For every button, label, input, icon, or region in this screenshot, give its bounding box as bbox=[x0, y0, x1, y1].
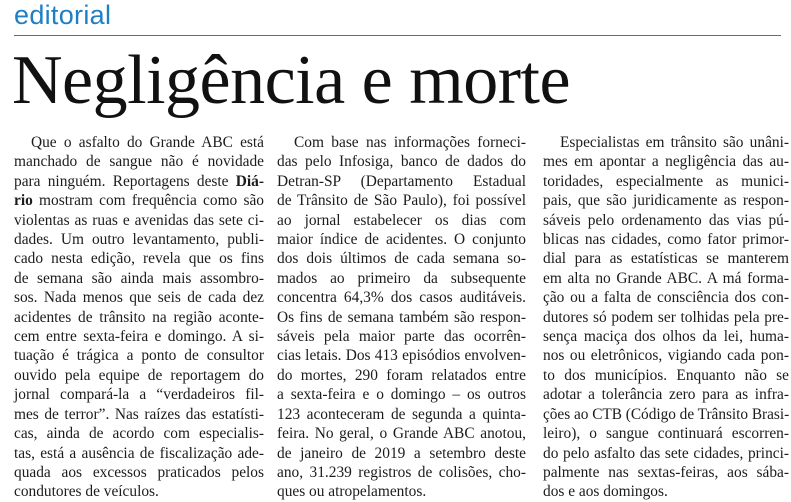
line-text: das pelo Infosiga, banco de dados do bbox=[277, 153, 526, 171]
text-line bbox=[277, 152, 526, 171]
text-line bbox=[543, 269, 789, 288]
text-line bbox=[277, 172, 526, 191]
text-line bbox=[277, 463, 526, 482]
line-text: a sexta-feira e o domingo – os outros bbox=[277, 386, 526, 404]
line-text: para ninguém. Reportagens deste bbox=[14, 172, 236, 190]
text-line bbox=[14, 327, 264, 346]
line-text: concentra 64,3% dos casos auditáveis. bbox=[277, 289, 526, 307]
line-text: em alta no Grande ABC. A má forma- bbox=[543, 269, 789, 287]
text-line bbox=[277, 269, 526, 288]
line-text: sos. Nada menos que seis de cada dez bbox=[14, 289, 264, 307]
text-line bbox=[14, 444, 264, 463]
text-line bbox=[14, 269, 264, 288]
text-line bbox=[543, 463, 789, 482]
text-line bbox=[543, 152, 789, 171]
line-text: ques ou atropelamentos. bbox=[277, 483, 427, 501]
line-text: de janeiro de 2019 a setembro deste bbox=[277, 444, 526, 462]
section-label: editorial bbox=[14, 0, 112, 30]
line-text: quada aos excessos praticados pelos bbox=[14, 463, 264, 481]
line-text: do pelo asfalto das sete cidades, princi- bbox=[543, 444, 789, 462]
text-line bbox=[543, 482, 789, 501]
text-line bbox=[277, 288, 526, 307]
text-line bbox=[543, 444, 789, 463]
text-line bbox=[543, 288, 789, 307]
line-text: Que o asfalto do Grande ABC está bbox=[31, 134, 264, 151]
text-line bbox=[543, 327, 789, 346]
text-line bbox=[277, 308, 526, 327]
text-line bbox=[543, 191, 789, 210]
line-text: de Trânsito de São Paulo), foi possível bbox=[277, 192, 526, 210]
line-text: manchado de sangue não é novidade bbox=[14, 153, 264, 171]
article-column-1 bbox=[14, 133, 264, 502]
text-line bbox=[14, 191, 264, 210]
article-column-3 bbox=[543, 133, 789, 502]
text-line bbox=[14, 424, 264, 443]
text-line bbox=[277, 444, 526, 463]
text-line bbox=[543, 230, 789, 249]
text-line bbox=[14, 385, 264, 404]
text-line bbox=[543, 346, 789, 365]
line-text: jornal compará-la a “verdadeiros fil- bbox=[14, 386, 264, 404]
text-line bbox=[14, 288, 264, 307]
text-line bbox=[277, 211, 526, 230]
line-text: dial para as estatísticas se manterem bbox=[543, 250, 789, 268]
text-line bbox=[277, 482, 526, 501]
text-line bbox=[543, 172, 789, 191]
text-line bbox=[14, 405, 264, 424]
text-line bbox=[14, 249, 264, 268]
text-line bbox=[543, 405, 789, 424]
line-text: condutores de veículos. bbox=[14, 483, 159, 501]
text-line bbox=[14, 308, 264, 327]
text-line bbox=[277, 405, 526, 424]
text-line bbox=[277, 366, 526, 385]
text-line bbox=[543, 366, 789, 385]
line-text: ouvido pela equipe de reportagem do bbox=[14, 366, 264, 384]
line-text: dos e aos domingos. bbox=[543, 483, 668, 501]
text-line bbox=[14, 133, 264, 152]
text-line bbox=[277, 327, 526, 346]
article-body bbox=[0, 133, 791, 501]
text-line bbox=[14, 211, 264, 230]
article-column-2 bbox=[277, 133, 526, 502]
line-text: dos dois últimos de cada semana so- bbox=[277, 250, 526, 268]
line-text: sença maciça dos olhos da lei, huma- bbox=[543, 328, 789, 346]
text-line bbox=[14, 230, 264, 249]
text-line bbox=[14, 172, 264, 191]
line-text: cas, ainda de acordo com especialis- bbox=[14, 425, 264, 443]
text-line bbox=[277, 191, 526, 210]
line-text: cias letais. Dos 413 episódios envolven- bbox=[277, 347, 526, 365]
line-text: de semana são ainda mais assombro- bbox=[14, 269, 264, 287]
line-text: Com base nas informações forneci- bbox=[294, 134, 526, 151]
text-line bbox=[277, 385, 526, 404]
text-line bbox=[14, 152, 264, 171]
line-text: ao jornal estabelecer os dias com bbox=[277, 211, 526, 229]
line-text: adotar a tolerância zero para as infra- bbox=[543, 386, 789, 404]
line-text: maior índice de acidentes. O conjunto bbox=[277, 231, 526, 249]
line-text: Especialistas em trânsito são unâni- bbox=[560, 134, 789, 151]
text-line bbox=[543, 249, 789, 268]
line-text: mes de terror”. Nas raízes das estatísti- bbox=[14, 405, 264, 423]
bold-text: Diá- bbox=[235, 172, 264, 190]
line-text: dutores só podem ser tolhidas pela pre- bbox=[543, 308, 789, 326]
line-text: tas, está a ausência de fiscalização ade- bbox=[14, 444, 264, 462]
line-text: cem entre sexta-feira e domingo. A si- bbox=[14, 328, 264, 346]
text-line bbox=[14, 366, 264, 385]
line-text: sáveis pelo ordenamento das vias pú- bbox=[543, 211, 789, 229]
line-text: do mortes, 290 foram relatados entre bbox=[277, 366, 526, 384]
line-text: mes em apontar a negligência das au- bbox=[543, 153, 789, 171]
line-text: feira. No geral, o Grande ABC anotou, bbox=[277, 425, 526, 443]
text-line bbox=[277, 346, 526, 365]
line-text: to dos municípios. Enquanto não se bbox=[543, 366, 789, 384]
text-line bbox=[543, 133, 789, 152]
text-line bbox=[543, 385, 789, 404]
line-text: sáveis pela maior parte das ocorrên- bbox=[277, 328, 526, 346]
text-line bbox=[543, 308, 789, 327]
bold-text: rio bbox=[14, 192, 33, 210]
line-text: ano, 31.239 registros de colisões, cho- bbox=[277, 463, 526, 481]
line-text: nos ou eletrônicos, vigiando cada pon- bbox=[543, 347, 789, 365]
headline: Negligência e morte bbox=[12, 42, 571, 119]
text-line bbox=[277, 230, 526, 249]
line-text: mostram com frequência como são bbox=[32, 192, 264, 210]
line-text: ções ao CTB (Código de Trânsito Brasi- bbox=[543, 405, 790, 423]
line-text: leiro), o sangue continuará escorren- bbox=[543, 425, 789, 443]
text-line bbox=[14, 482, 264, 501]
text-line bbox=[277, 249, 526, 268]
line-text: 123 aconteceram de segunda a quinta- bbox=[277, 405, 526, 423]
text-line bbox=[277, 133, 526, 152]
text-line bbox=[14, 346, 264, 365]
line-text: ção ou a falta de consciência dos con- bbox=[543, 289, 789, 307]
line-text: acidentes de trânsito na região aconte- bbox=[14, 308, 264, 326]
line-text: toridades, especialmente as munici- bbox=[543, 172, 789, 190]
text-line bbox=[277, 424, 526, 443]
line-text: palmente nas sextas-feiras, aos sába- bbox=[543, 463, 789, 481]
text-line bbox=[14, 463, 264, 482]
line-text: mados ao primeiro da subsequente bbox=[277, 269, 526, 287]
line-text: Detran-SP (Departamento Estadual bbox=[277, 172, 526, 190]
line-text: blicas nas cidades, como fator primor- bbox=[543, 231, 789, 249]
line-text: Os fins de semana também são respon- bbox=[277, 308, 526, 326]
section-divider bbox=[14, 35, 781, 36]
text-line bbox=[543, 211, 789, 230]
line-text: dades. Um outro levantamento, publi- bbox=[14, 231, 264, 249]
line-text: violentas as ruas e avenidas das sete ci- bbox=[14, 211, 264, 229]
line-text: pais, que são juridicamente as respon- bbox=[543, 192, 789, 210]
line-text: cado nesta edição, revela que os fins bbox=[14, 250, 264, 268]
line-text: tuação é trágica a ponto de consultor bbox=[14, 347, 264, 365]
text-line bbox=[543, 424, 789, 443]
